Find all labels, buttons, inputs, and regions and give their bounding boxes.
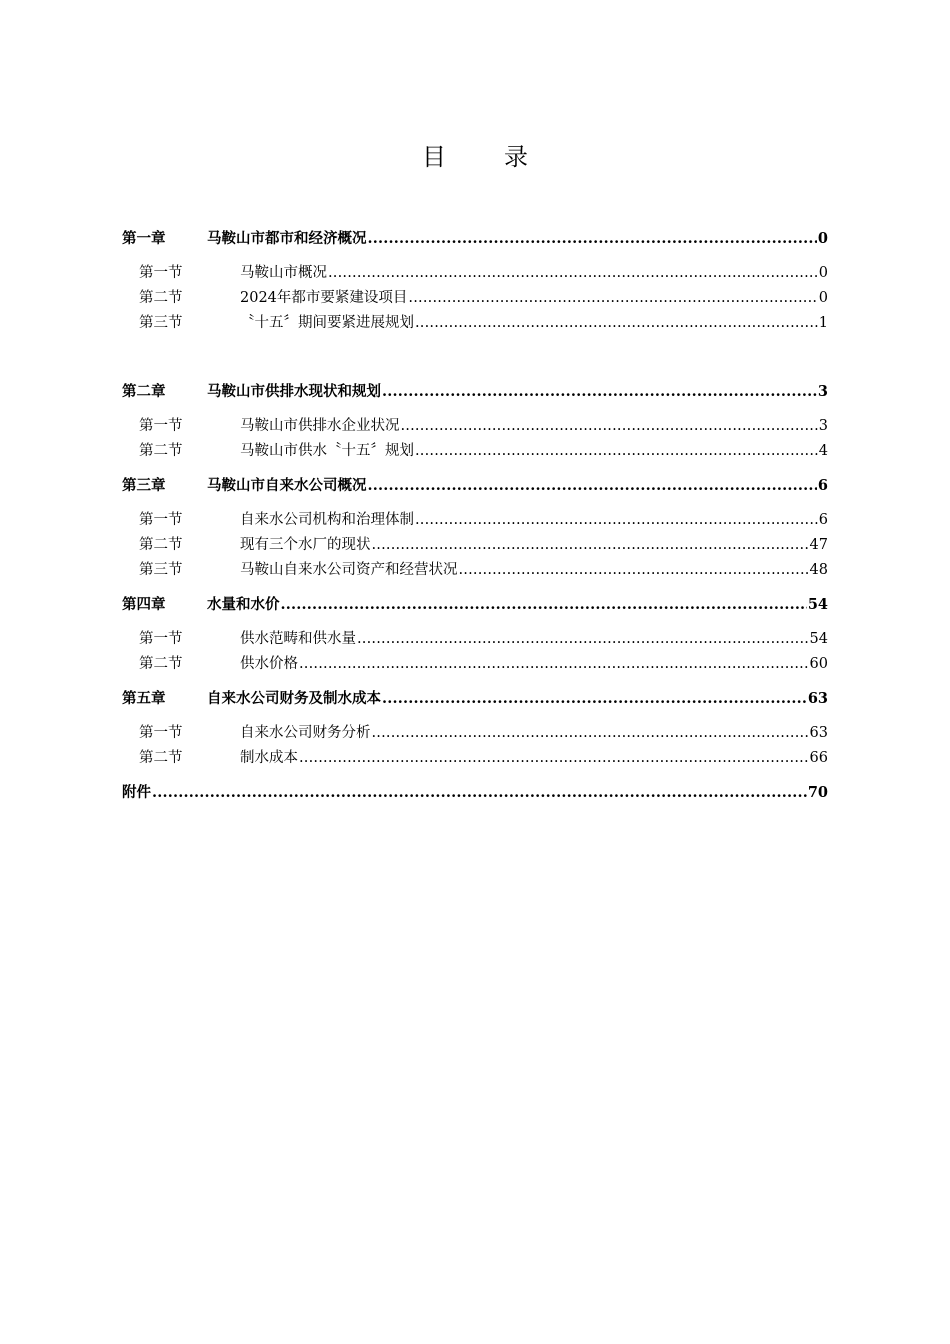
- section-number: 第二节: [139, 443, 183, 459]
- toc-title-char-2: 录: [504, 143, 528, 171]
- section-title: 现有三个水厂的现状: [240, 537, 371, 553]
- section-number: 第二节: [139, 537, 183, 553]
- page-number: 66: [809, 750, 828, 766]
- dot-leader: [408, 288, 817, 308]
- section-title: 马鞍山自来水公司资产和经营状况: [240, 562, 458, 578]
- toc-section-5-2[interactable]: [139, 746, 828, 768]
- section-number: 第一节: [139, 418, 183, 434]
- dot-leader: [357, 629, 809, 649]
- section-title: 〝十五〞期间要紧进展规划: [240, 315, 414, 331]
- toc-section-3-3[interactable]: [139, 558, 828, 580]
- dot-leader: [152, 783, 807, 803]
- dot-leader: [459, 560, 809, 580]
- toc-appendix[interactable]: [122, 781, 828, 803]
- toc-section-4-1[interactable]: [139, 627, 828, 649]
- page-number: 3: [818, 418, 828, 434]
- chapter-title: 自来水公司财务及制水成本: [207, 690, 381, 707]
- page-number: 70: [807, 784, 828, 801]
- section-number: 第三节: [139, 315, 183, 331]
- dot-leader: [415, 441, 818, 461]
- chapter-title: 马鞍山市供排水现状和规划: [207, 383, 381, 400]
- toc-section-4-2[interactable]: [139, 652, 828, 674]
- section-number: 第三节: [139, 562, 183, 578]
- toc-section-1-3[interactable]: [139, 311, 828, 333]
- section-title: 马鞍山市供排水企业状况: [240, 418, 400, 434]
- page-number: 54: [807, 596, 828, 613]
- page-number: 1: [818, 315, 828, 331]
- section-title: 供水价格: [240, 656, 298, 672]
- page-number: 6: [817, 477, 828, 494]
- dot-leader: [368, 476, 817, 496]
- dot-leader: [401, 416, 818, 436]
- section-title: 供水范畴和供水量: [240, 631, 356, 647]
- toc-title-char-1: 目: [422, 143, 446, 171]
- toc-section-3-1[interactable]: [139, 508, 828, 530]
- page-number: 63: [807, 690, 828, 707]
- toc-chapter-3[interactable]: [122, 474, 828, 496]
- chapter-number: 第四章: [122, 596, 166, 613]
- page-number: 3: [817, 383, 828, 400]
- dot-leader: [382, 382, 817, 402]
- page-number: 6: [818, 512, 828, 528]
- section-number: 第二节: [139, 290, 183, 306]
- dot-leader: [372, 535, 809, 555]
- toc-chapter-2[interactable]: [122, 380, 828, 402]
- page-number: 0: [818, 290, 828, 306]
- page-number: 48: [809, 562, 828, 578]
- section-title: 自来水公司财务分析: [240, 725, 371, 741]
- dot-leader: [415, 313, 818, 333]
- section-title: 2024年都市要紧建设项目: [240, 290, 408, 306]
- section-title: 马鞍山市供水〝十五〞规划: [240, 443, 414, 459]
- toc-section-2-1[interactable]: [139, 414, 828, 436]
- appendix-title: 附件: [122, 784, 151, 801]
- chapter-title: 马鞍山市都市和经济概况: [207, 230, 367, 247]
- section-number: 第一节: [139, 631, 183, 647]
- toc-chapter-4[interactable]: [122, 593, 828, 615]
- dot-leader: [382, 689, 807, 709]
- toc-section-2-2[interactable]: [139, 439, 828, 461]
- chapter-number: 第一章: [122, 230, 166, 247]
- chapter-number: 第二章: [122, 383, 166, 400]
- dot-leader: [299, 748, 809, 768]
- chapter-title: 马鞍山市自来水公司概况: [207, 477, 367, 494]
- dot-leader: [328, 263, 818, 283]
- page-number: 0: [818, 265, 828, 281]
- toc-chapter-1[interactable]: [122, 227, 828, 249]
- chapter-number: 第三章: [122, 477, 166, 494]
- dot-leader: [281, 595, 807, 615]
- page-number: 4: [818, 443, 828, 459]
- section-number: 第二节: [139, 656, 183, 672]
- page-number: 0: [817, 230, 828, 247]
- page-number: 60: [809, 656, 828, 672]
- toc-chapter-5[interactable]: [122, 687, 828, 709]
- toc-section-5-1[interactable]: [139, 721, 828, 743]
- chapter-title: 水量和水价: [207, 596, 280, 613]
- page-number: 54: [809, 631, 828, 647]
- dot-leader: [299, 654, 809, 674]
- page-number: 47: [809, 537, 828, 553]
- dot-leader: [415, 510, 818, 530]
- dot-leader: [368, 229, 817, 249]
- chapter-number: 第五章: [122, 690, 166, 707]
- toc-section-1-2[interactable]: [139, 286, 828, 308]
- section-number: 第一节: [139, 265, 183, 281]
- section-title: 马鞍山市概况: [240, 265, 327, 281]
- section-title: 自来水公司机构和治理体制: [240, 512, 414, 528]
- section-number: 第一节: [139, 512, 183, 528]
- toc-section-1-1[interactable]: [139, 261, 828, 283]
- section-title: 制水成本: [240, 750, 298, 766]
- toc-title: [0, 140, 950, 174]
- toc-section-3-2[interactable]: [139, 533, 828, 555]
- section-number: 第二节: [139, 750, 183, 766]
- page-number: 63: [809, 725, 828, 741]
- dot-leader: [372, 723, 809, 743]
- section-number: 第一节: [139, 725, 183, 741]
